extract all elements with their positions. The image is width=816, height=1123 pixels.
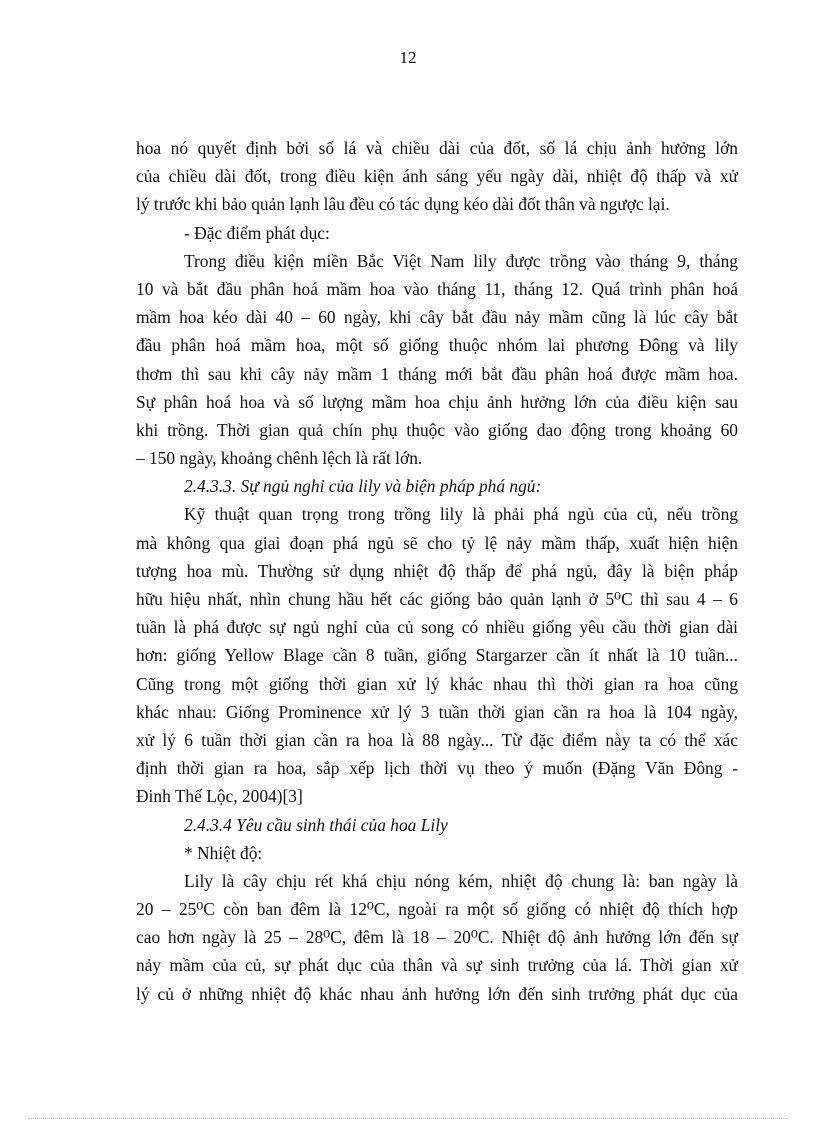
text-line: Kỹ thuật quan trọng trong trồng lily là phải phá ngủ của củ, nếu trồng [184, 504, 738, 525]
text-line: nảy mầm của củ, sự phát dục của thân và sự sinh trưởng của lá. Thời gian xử [136, 955, 738, 976]
text-line: 10 và bắt đầu phân hoá mầm hoa vào tháng 11, tháng 12. Quá trình phân hoá [136, 278, 738, 299]
text-line: thơm thì sau khi cây nảy mầm 1 tháng mới bắt đầu phân hoá được mầm hoa. [136, 363, 738, 384]
text-line: xử lý 6 tuần thời gian cần ra hoa là 88 ngày... Từ đặc điểm này ta có thể xác [136, 729, 738, 750]
page-bottom-rule [28, 1118, 788, 1119]
text-line: lý củ ở những nhiệt độ khác nhau ảnh hưởng lớn đến sinh trưởng phát dục của [136, 983, 738, 1004]
text-line: Trong điều kiện miền Bắc Việt Nam lily được trồng vào tháng 9, tháng [184, 250, 738, 271]
text-line: tuần là phá được sự ngủ nghỉ của củ song có nhiều giống yêu cầu thời gian dài [136, 617, 738, 638]
text-line: cao hơn ngày là 25 – 28⁰C, đêm là 18 – 20⁰C. Nhiệt độ ảnh hưởng lớn đến sự [136, 927, 738, 948]
text-line: đầu phân hoá mầm hoa, một số giống thuộc nhóm lai phương Đông và lily [136, 335, 738, 356]
text-line: 2.4.3.4 Yêu cầu sinh thái của hoa Lily [184, 814, 448, 835]
text-line: - Đặc điểm phát dục: [184, 222, 330, 243]
text-line: 20 – 25⁰C còn ban đêm là 12⁰C, ngoài ra một số giống có nhiệt độ thích hợp [136, 899, 738, 920]
text-line: lý trước khi bảo quản lạnh lâu đều có tác dụng kéo dài đốt thân và ngược lại. [136, 194, 670, 215]
text-line: mầm hoa kéo dài 40 – 60 ngày, khi cây bắt đầu nảy mầm cũng là lúc cây bắt [136, 307, 738, 328]
text-line: Đinh Thế Lộc, 2004)[3] [136, 786, 303, 807]
text-line: hữu hiệu nhất, nhìn chung hầu hết các giống bảo quản lạnh ở 5⁰C thì sau 4 – 6 [136, 589, 738, 609]
text-line: tượng hoa mù. Thường sử dụng nhiệt độ thấp để phá ngủ, đây là biện pháp [136, 560, 738, 581]
text-line: hoa nó quyết định bởi số lá và chiều dài của đốt, số lá chịu ảnh hưởng lớn [136, 138, 738, 158]
text-line: hơn: giống Yellow Blage cần 8 tuần, giống Stargarzer cần ít nhất là 10 tuần... [136, 645, 738, 666]
text-line: mà không qua giai đoạn phá ngủ sẽ cho tỷ lệ nảy mầm thấp, xuất hiện hiện [136, 532, 738, 553]
text-line: định thời gian ra hoa, sắp xếp lịch thời vụ theo ý muốn (Đặng Văn Đông - [136, 758, 738, 779]
text-line: Sự phân hoá hoa và số lượng mầm hoa chịu ảnh hưởng lớn của điều kiện sau [136, 391, 738, 412]
text-line: Lily là cây chịu rét khá chịu nóng kém, nhiệt độ chung là: ban ngày là [184, 870, 738, 891]
text-line: khi trồng. Thời gian quả chín phụ thuộc vào giống dao động trong khoảng 60 [136, 419, 738, 440]
text-line: 2.4.3.3. Sự ngủ nghỉ của lily và biện pháp phá ngủ: [184, 476, 542, 497]
text-line: * Nhiệt độ: [184, 842, 263, 863]
text-line: của chiều dài đốt, trong điều kiện ánh sáng yếu ngày dài, nhiệt độ thấp và xử [136, 166, 738, 187]
body-text [136, 134, 738, 1008]
page-number: 12 [399, 48, 417, 67]
text-line: khác nhau: Giống Prominence xử lý 3 tuần thời gian cần ra hoa là 104 ngày, [136, 701, 738, 722]
text-line: Cũng trong một giống thời gian xử lý khác nhau thì thời gian ra hoa cũng [136, 673, 738, 694]
text-line: – 150 ngày, khoảng chênh lệch là rất lớn. [136, 448, 423, 469]
